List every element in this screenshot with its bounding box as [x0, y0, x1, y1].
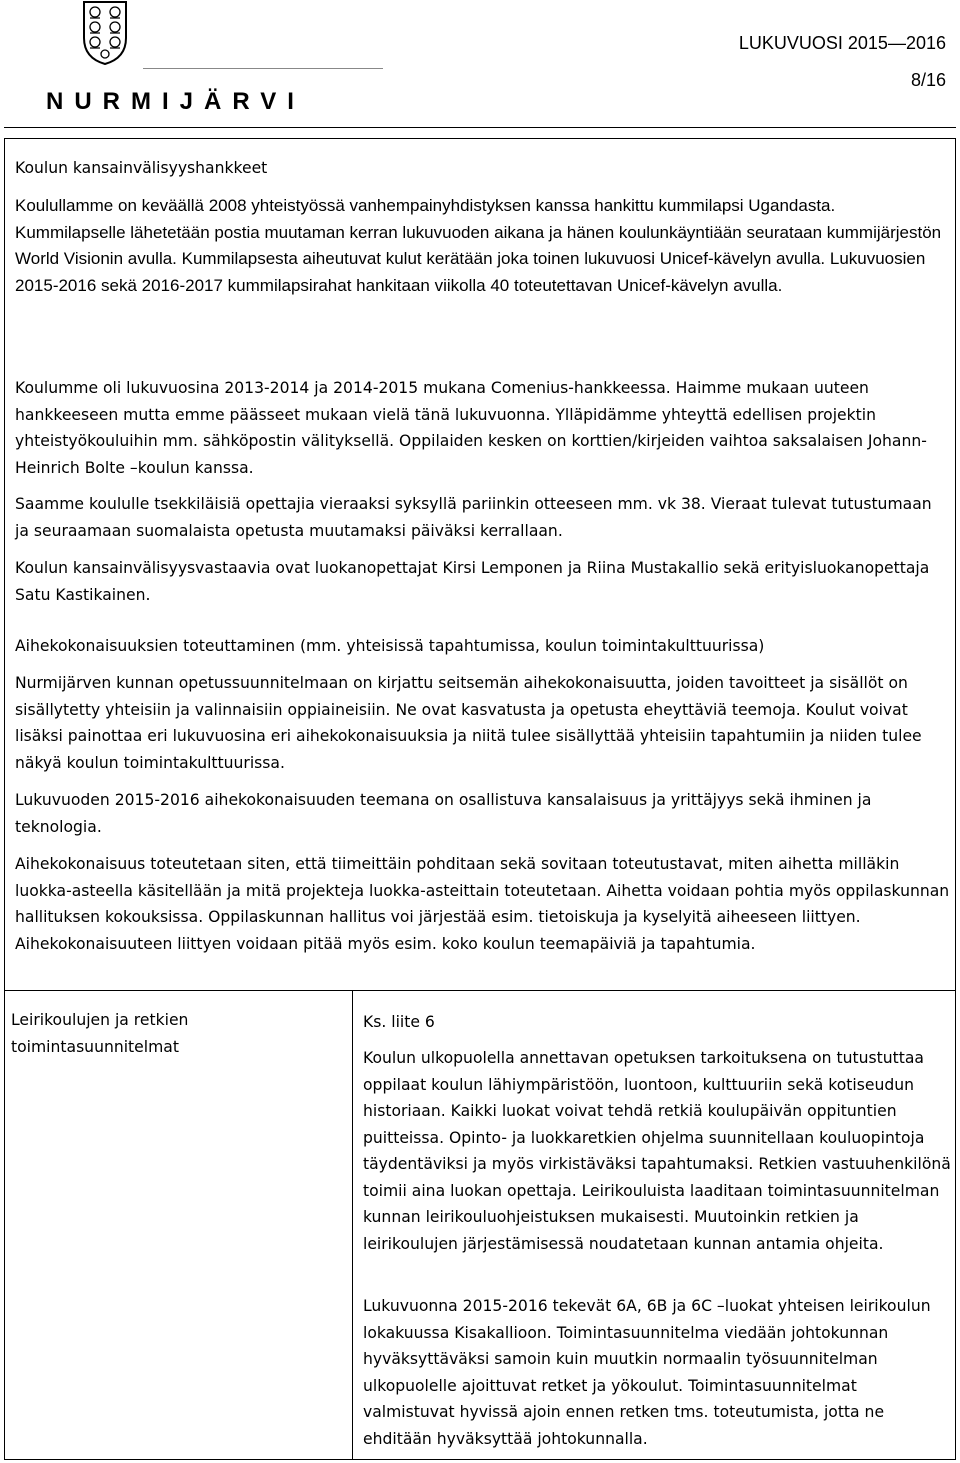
camps-label: Leirikoulujen ja retkien toimintasuunnitelmat — [11, 1011, 189, 1056]
content-table-top — [4, 138, 956, 991]
intl-paragraph-4: Koulun kansainvälisyysvastaavia ovat luokanopettajat Kirsi Lemponen ja Riina Mustakallio sekä erityisluokanopettaja Satu Kastikainen. — [15, 559, 930, 604]
logo-rule — [143, 68, 383, 69]
themes-heading: Aihekokonaisuuksien toteuttaminen (mm. yhteisissä tapahtumissa, koulun toimintakulttuurissa) — [15, 637, 765, 655]
content-table-bottom — [4, 990, 956, 1460]
intl-heading: Koulun kansainvälisyyshankkeet — [15, 159, 268, 177]
intl-paragraph-1: Koulullamme on keväällä 2008 yhteistyössä vanhempainyhdistyksen kanssa hankittu kummilapsi Ugandasta. Kummilapselle lähetetään postia muutaman kerran lukuvuoden aikana ja hänen koulunkäyntiään seurataan kummijärjestön World Visionin avulla. Kummilapsesta aiheutuvat kulut kerätään joka toinen lukuvuosi Unicef-kävelyn avulla. Lukuvuosien 2015-2016 sekä 2016-2017 kummilapsirahat hankitaan viikolla 40 toteutettavan Unicef-kävelyn avulla. — [15, 196, 942, 295]
nurmijarvi-logo — [40, 0, 350, 115]
intl-paragraph-3: Saamme koululle tsekkiläisiä opettajia vieraaksi syksyllä pariinkin otteeseen mm. vk 38. Vieraat tulevat tutustumaan ja seuraamaan suomalaista opetusta muutamaksi päiväksi kerrallaan. — [15, 495, 932, 540]
page-number: 8/16 — [910, 70, 946, 90]
document-title: LUKUVUOSI 2015—2016 — [738, 33, 946, 53]
themes-paragraph-2: Lukuvuoden 2015-2016 aihekokonaisuuden teemana on osallistuva kansalaisuus ja yrittäjyys sekä ihminen ja teknologia. — [15, 791, 872, 836]
camps-paragraph-2: Lukuvuonna 2015-2016 tekevät 6A, 6B ja 6C –luokat yhteisen leirikoulun lokakuussa Kisakallioon. Toimintasuunnitelma viedään johtokunnan hyväksyttäväksi samoin kuin muutkin normaalin työsuunnitelman ulkopuolelle ajoittuvat retket ja yökoulut. Toimintasuunnitelmat valmistuvat hyvissä ajoin ennen retken tms. toteutumista, jotta ne ehditään hyväksyttää johtokunnalla. — [363, 1297, 931, 1448]
page-header — [0, 0, 960, 140]
coat-of-arms-icon — [82, 0, 128, 66]
logo-wordmark: NURMIJÄRVI — [46, 88, 305, 115]
camps-reference: Ks. liite 6 — [363, 1013, 435, 1031]
camps-paragraph-1: Koulun ulkopuolella annettavan opetuksen tarkoituksena on tutustuttaa oppilaat koulun lähiympäristöön, luontoon, kulttuuriin sekä kotiseudun historiaan. Kaikki luokat voivat tehdä retkiä koulupäivän oppituntien puitteissa. Opinto- ja luokkaretkien ohjelma suunnitellaan kouluopintoja täydentäviksi ja myös virkistäväksi tapahtumaksi. Retkien vastuuhenkilönä toimii aina luokan opettaja. Leirikouluista laaditaan toimintasuunnitelman kunnan leirikouluohjeistuksen mukaisesti. Muutoinkin retkien ja leirikoulujen järjestämisessä noudatetaan kunnan antamia ohjeita. — [363, 1049, 951, 1253]
intl-paragraph-2: Koulumme oli lukuvuosina 2013-2014 ja 2014-2015 mukana Comenius-hankkeessa. Haimme mukaan uuteen hankkeeseen mutta emme päässeet mukaan vielä tänä lukuvuonna. Ylläpidämme yhteyttä edellisen projektin yhteistyökouluihin mm. sähköpostin välityksellä. Oppilaiden kesken on korttien/kirjeiden vaihtoa saksalaisen Johann-Heinrich Bolte –koulun kanssa. — [15, 379, 927, 477]
themes-paragraph-3: Aihekokonaisuus toteutetaan siten, että tiimeittäin pohditaan sekä sovitaan toteutustavat, miten aihetta milläkin luokka-asteella käsitellään ja mitä projekteja luokka-asteittain toteutetaan. Aihetta voidaan pohtia myös oppilaskunnan hallituksen kokouksissa. Oppilaskunnan hallitus voi järjestää esim. tietoiskuja ja kyselyitä aiheeseen liittyen. Aihekokonaisuuteen liittyen voidaan pitää myös esim. koko koulun teemapäiviä ja tapahtumia. — [15, 855, 950, 953]
header-divider — [4, 127, 956, 128]
themes-paragraph-1: Nurmijärven kunnan opetussuunnitelmaan on kirjattu seitsemän aihekokonaisuutta, joiden tavoitteet ja sisällöt on sisällytetty yhteisiin ja valinnaisiin oppiaineisiin. Ne ovat kasvatusta ja opetusta eheyttäviä teemoja. Koulut voivat lisäksi painottaa eri lukuvuosina eri aihekokonaisuuksia ja niitä tulee sisällyttää yhteisiin tapahtumiin ja niiden tulee näkyä koulun toimintakulttuurissa. — [15, 674, 922, 772]
column-divider — [352, 991, 353, 1459]
